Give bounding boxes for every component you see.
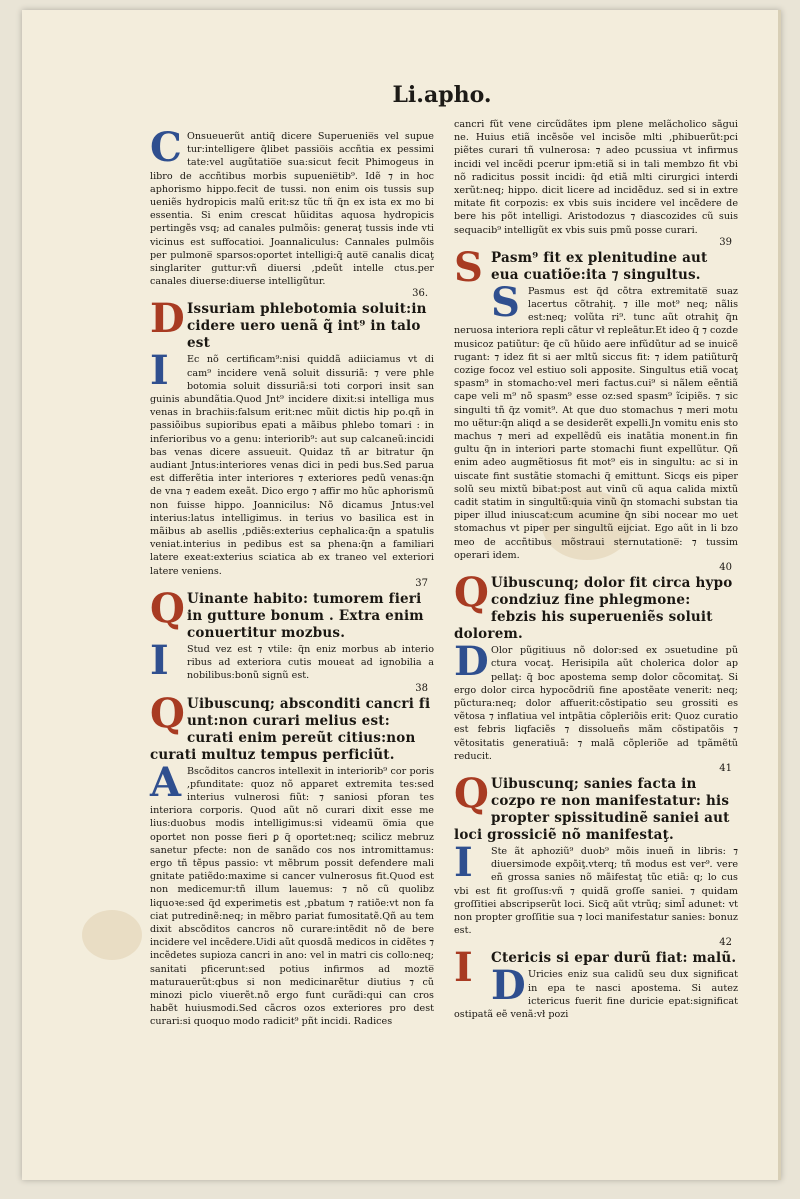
commentary-paragraph: I Ste ãt aphoziũ⁹ duob⁹ mõis inueñ in libris: ⁊ diuersimode expõiţ.vterq; tñ modus est ver⁹. vere eñ grossa sanies nõ mãifestaţ tũc etiã: q; lo cus vbi est fit groſſus:vñ ⁊ quidã groſſe saniei. ⁊ quidam groſſitiei abscripserũt loci. Sicq̃ aũt vtrũq; siml̃ adunet: vt non propter groſſitie sua ⁊ loci manifestatur sanies: bonuz est. [454, 838, 738, 937]
decorated-initial: Q [454, 569, 490, 617]
decorated-initial: D [491, 962, 526, 1010]
aphorism-number: 41 [719, 762, 732, 774]
commentary-paragraph: D Uricies eniz sua calidũ seu dux significat in epa te nasci apostema. Si autez ictericus fuerit fine duricie epat:significat ostipatã eẽ venã:vł pozi [454, 962, 738, 1020]
decorated-initial: I [150, 347, 169, 395]
commentary-paragraph: cancri fũt vene circũdãtes ipm plene melãcholico sãgui ne. Huius etiã incẽsõe vel incisõe mlti ,phibuerũt:pci piẽtes curari tñ vulnerosa: ⁊ adeo pcussiua vt infirmus incidi vel incẽdi pcerur ipm:etiã si in tali membzo fit vbi nõ radicitus possit incidi: q̃d etiã mlti cirurgici interdi xerũt:neq; hippo. dicit licere ad incidẽduz. sed si in extre mitate fit corpozis: ex vbis suis incidere vel incẽdere de bere his põt intelligi. Aristodozus ⁊ diascozides cũ suis sequacib⁹ intelligũt ex vbis suis pmũ posse curari. [454, 119, 738, 236]
decorated-initial: D [150, 295, 185, 343]
decorated-initial: I [454, 944, 473, 992]
aphorism-text: Q Uibuscunq; absconditi cancri fi unt:non curari melius est: curati enim pereũt citius:non curati multuz tempus perficiũt. [150, 689, 431, 763]
aphorism-text: Q Uinante habito: tumorem fieri in gutture bonum . Extra enim conuertitur mozbus. [150, 584, 424, 641]
decorated-initial: I [454, 838, 473, 886]
aphorism-text: S Pasm⁹ fit ex plenitudine aut eua cuatiõe:ita ⁊ singultus. [454, 243, 708, 291]
decorated-initial: A [150, 758, 182, 806]
aphorism-text: I Ctericis si epar durũ fiat: malũ. [454, 944, 737, 992]
commentary-paragraph: C Onsueuerũt antiq̃ dicere Superuenie̅s vel supue tur:intelligere q̃libet passio̅is accñtia ex pessimi tate:vel augũtatio̅e sua:sicut fecit Phimogeus in libro de accñtibus morbis supuenie̅tib⁹. Idẽ ⁊ in hoc aphorismo hippo.fecit de tussi. non enim ois tussis sup ueniẽs hydropicis malũ erit:sz tũc tñ q̃n ex ista ex mo bi essentia. Si enim crescat hũiditas aquosa hydropicis pertingẽs vsq; ad canales pulmõis: generaţ tussis inde vti vicinus est suffocatioi. Joannaliculus: Cannales pulmõis per pulmone̅ sparsos:oportet intelligi:q̃ aute̅ canalis dicaţ singlariter guttur:vñ diuersi ,pdeũt intelle ctus.per canales diuerse:diuerse intelligũtur. [150, 124, 434, 288]
aphorism-text: Q Uibuscunq; dolor fit circa hypo condziuz fine phlegmone: febzis his superueniẽs soluit dolorem. [454, 569, 733, 643]
decorated-initial: S [454, 243, 484, 291]
commentary-paragraph: S Pasmus est q̃d cõtra extremitate̅ suaz lacertus cõtrahiţ. ⁊ ille mot⁹ neq; nãlis est:neq; volũta ri⁹. tunc aũt otrahiţ q̃n neruosa interiora repli cãtur vł repleãtur.Et ideo q̃ ⁊ cozde musicoz patiũtur: q̃e cũ hũido aere infũdũtur ad se inuicẽ rugant: ⁊ idez fit si aer mltũ siccus fit: ⁊ idem patiũturq̃ cozige focoz vel estiuo soli apposite. Singultus etiã vocaţ spasm⁹ in stomacho:vel meri factus.cui⁹ si nãlem eẽntiã cape veli m⁹ nõ spasm⁹ esse oz:sed spasm⁹ ĩcipiẽs. ⁊ sic singulti tñ q̃z vomit⁹. At que duo stomachus ⁊ meri motu mo uẽtur:q̃n aliqd a se desiderẽt expelli.Jn vomitu enis sto machus ⁊ meri ad expellẽdũ eis inatãtia monent.in fin gultu q̃n in interiori parte stomachi fiunt expellũtur. Qñ enim adeo augmẽtiosus fit mot⁹ eis in singultu: ac si in uiscate fint sustãtie stomachi q̃ emittunt. Sicqs eis piper solũ seu mixtũ bibat:post aut vinũ cũ aqua calida mixtũ cadit statim in singultũ:quia vinũ q̃n stomachi substan tia piper illud iniuscat:cum acumine q̃n sibi nocear mo uet stomachus vt piper per singultũ eijciat. Ego aũt in li bzo meo de accñtibus mõstraui sternutatione̅: ⁊ tussim operari idem. [454, 278, 738, 561]
aphorism-text: D Issuriam phlebotomia soluit:in cidere uero uenã q̃ int⁹ in talo est [150, 295, 427, 352]
decorated-initial: Q [150, 689, 186, 737]
decorated-initial: Q [150, 584, 186, 632]
aphorism-number: 37 [415, 577, 428, 589]
decorated-initial: C [150, 124, 182, 171]
commentary-paragraph: I Stud vez est ⁊ vtile: q̃n eniz morbus ab interio ribus ad exteriora cutis moueat ad ignobilia a nobilibus:bonũ signũ est. [150, 636, 434, 684]
foxing-stain [82, 910, 142, 960]
decorated-initial: S [491, 278, 520, 326]
aphorism-text: Q Uibuscunq; sanies facta in cozpo re non manifestatur: his propter spissitudinẽ saniei aut loci grossiciẽ nõ manifestaţ. [454, 769, 730, 843]
commentary-paragraph: I Ec nõ certificam⁹:nisi quiddã adiiciamus vt di cam⁹ incidere venã soluit dissuriã: ⁊ vere phle botomia soluit dissuriã:si toti corpori insit san guinis abundãtia.Quod Jnt⁹ incidere dixit:si intelliga mus venas in brachiis:falsum erit:nec mũit dictis hip po.qñ in passiõibus supioribus epati a mãibus phlebo tomari : in inferioribus vo a genu: interiorib⁹: aut sup calcaneũ:incidi bas venas dicere assueuit. Quidaz tñ ar bitratur q̃n audiant Jntus:interiores venas dici in pedi bus.Sed parua est differẽtia inter interiores ⁊ exteriores pedũ venas:q̃n de vna ⁊ eadem exeãt. Dico ergo ⁊ affir mo hũc aphorismũ non fuisse hippo. Joannicilus: Nõ dicamus Jntus:vel interius:latus intelligimus. in terius vo basilica est in mãibus ab asellis ,pdiẽs:exterius cephalica:q̃n a spatulis veniat.interius in pedibus est sa phena:q̃n a familiari latere exeat:exterius sciatica ab ex traneo vel exteriori latere veniens. [150, 347, 434, 577]
aphorism-number: 38 [415, 682, 428, 694]
decorated-initial: I [150, 636, 169, 684]
aphorism-number: 42 [719, 937, 732, 949]
commentary-paragraph: D Olor pũgitiuus nõ dolor:sed ex ɔsuetudine pũ ctura vocaţ. Herisipila aũt cholerica dolor ap pellaţ: q̃ boc apostema semp dolor cõcomitaţ. Si ergo dolor circa hypocõdriũ fine apostẽate venerit: neq; pũctura:neq; dolor affuerit:cõstipatio seu grossiti es vẽtosa ⁊ inflatiua vel intpãtia cõpleriõis erit: Quoz curatio est febris liqfaciẽs ⁊ dissolueñs mãm cõstipatõis ⁊ vẽtositatis generatiuã: ⁊ malã cõpleriõe ad tpãmẽtũ reducit. [454, 638, 738, 762]
right-column [454, 118, 738, 1021]
decorated-initial: D [454, 638, 489, 686]
decorated-initial: Q [454, 769, 490, 817]
book-page [22, 10, 781, 1180]
running-head: Li.apho. [392, 82, 492, 108]
aphorism-number: 40 [719, 562, 732, 574]
aphorism-number: 39 [719, 236, 732, 248]
aphorism-number: 36. [412, 288, 428, 300]
commentary-paragraph: A Bscõditos cancros intellexit in interiorib⁹ cor poris ,pfunditate: quoz nõ apparet extremita tes:sed interius vulnerosi fiũt: ⁊ saniosi pforan tes interiora corporis. Quod aũt nõ curari dixit esse me lius:duobus modis intelligimus:si videamu̅ o̅mia que oportet non posse fieri ꝑ q̃ oportet:neq; scilicz mebruz sanetur pfecte: non de sanãdo cos nos intromittamus: ergo tñ tẽpus passio: vt mẽbrum possit defendere mali gnitate patiẽdo:maxime si cancer vulnerosus fit.Quod est non medicemur:tñ illum lauemus: ⁊ nõ cũ quolibz liquoꝛe:sed q̃d experimetis est ,pbatum ⁊ ratiõe:vt non fa ciat putredinẽ:neq; in mẽbro pariat fumositatẽ.Qñ au tem dixit abscõditos cancros nõ curare:intẽdit nõ de bere incidere vel incẽdere.Uidi aũt quosdã medicos in cidẽtes ⁊ incẽdetes supioza cancri in ano: vel in matri cis collo:neq; sanitati pficerunt:sed potius infirmos ad mozte̅ maturauerũt:qbus si non medicinarẽtur diutius ⁊ cũ minozi piclo viuerẽt.nõ ergo funt curãdi:qui can cros habẽt huiusmodi.Sed cãcros ozos exteriores pro dest curari:si quoquo modo radicit⁹ pñt incidi. Radices [150, 758, 434, 1028]
left-column [150, 124, 434, 1029]
